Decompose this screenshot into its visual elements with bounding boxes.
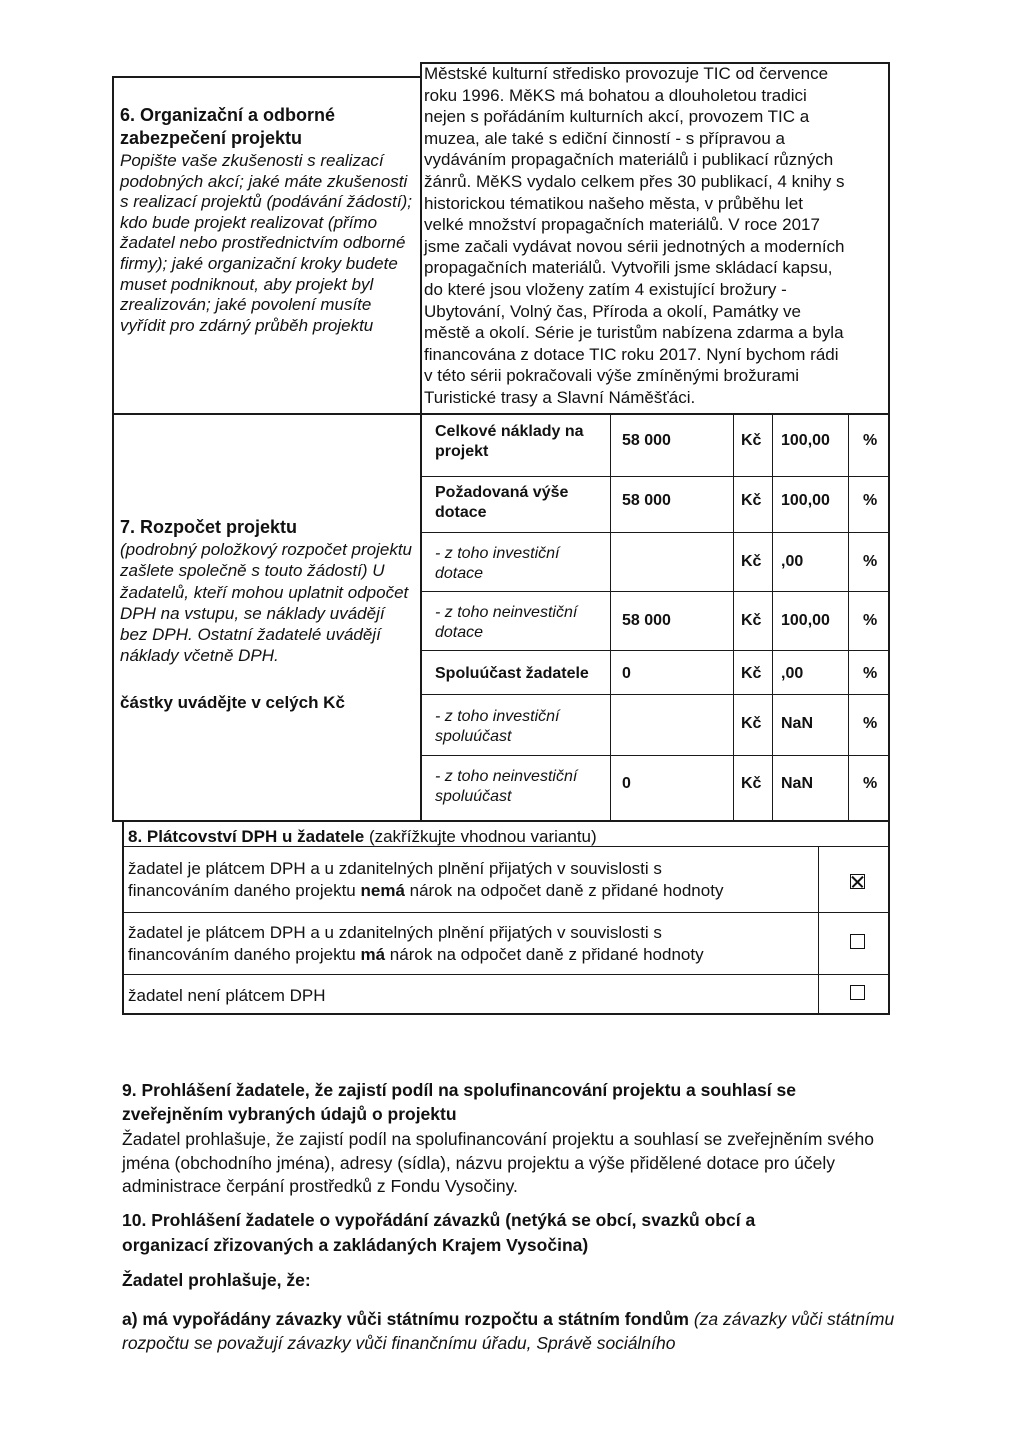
budget-currency: Kč — [741, 715, 762, 732]
budget-percent: 100,00 — [781, 492, 830, 509]
budget-pct-sign: % — [863, 492, 878, 509]
section6-heading: 6. Organizační a odborné zabezpečení projektu — [120, 105, 336, 148]
frame-sec7-bottom — [112, 820, 890, 822]
vat-option-line1: žadatel je plátcem DPH a u zdanitelných plnění přijatých v souvislosti s — [128, 923, 662, 942]
section6-description: Popište vaše zkušenosti s realizací podobných akcí; jaké máte zkušenosti s realizací projektů (podávání žádostí); kdo bude projekt realizovat (přímo žadatel nebo prostřednictvím odborné firmy); jaké organizační kroky budete muset podniknout, aby projekt byl zrealizován; jaké povolení musíte vyřídit pro zdárný průběh projektu — [120, 151, 412, 335]
answer-line: financována z dotace TIC roku 2017. Nyní bychom rádi — [424, 344, 839, 364]
vat-option-emphasis: nemá — [360, 881, 405, 900]
budget-label: Spoluúčast žadatele — [435, 665, 589, 682]
budget-pct-sign: % — [863, 553, 878, 570]
answer-line: městě a okolí. Série je turistům nabízena zdarma a byla — [424, 323, 844, 343]
section8-heading — [128, 826, 597, 848]
answer-line: jsme začali vydávat novou sérii jednotných a moderních — [424, 236, 845, 256]
vat-option-text: financováním daného projektu — [128, 945, 361, 964]
budget-pct-sign: % — [863, 775, 878, 792]
answer-line: vydáváním propagačních materiálů i publikací různých — [424, 150, 834, 170]
section9-text: Žadatel prohlašuje, že zajistí podíl na spolufinancování projektu a souhlasí se zveřejněním svého jména (obchodního jména), adresy (sídla), názvu projektu a výše přidělené dotace pro účely administrace čerpání prostředků z Fondu Vysočiny. — [122, 1129, 874, 1196]
budget-hline — [420, 591, 890, 592]
budget-hline — [420, 532, 890, 533]
frame-mid-vertical — [420, 62, 422, 820]
answer-line: Městské kulturní středisko provozuje TIC od července — [424, 64, 829, 83]
vat-option-line1: žadatel není plátcem DPH — [128, 986, 326, 1005]
budget-amount: 0 — [622, 775, 631, 792]
vat-option-line2 — [128, 944, 704, 966]
budget-percent: ,00 — [781, 553, 804, 570]
budget-percent: NaN — [781, 775, 814, 792]
budget-percent: ,00 — [781, 665, 804, 682]
budget-label: - z toho neinvestiční spoluúčast — [435, 768, 578, 805]
section8-heading-normal: (zakřížkujte vhodnou variantu) — [368, 827, 597, 846]
frame-sec6-bottom — [112, 413, 890, 415]
answer-line: propagačních materiálů. Vytvořili jsme skládací kapsu, — [424, 258, 833, 278]
vat-checkbox[interactable] — [850, 934, 865, 949]
answer-line: roku 1996. MěKS má bohatou a dlouholetou tradici — [424, 85, 807, 105]
vat-vline — [818, 846, 819, 1014]
frame-right — [888, 62, 890, 820]
vat-frame-bottom — [122, 1013, 890, 1015]
answer-line: muzea, ale také s ediční činností - s přípravou a — [424, 128, 785, 148]
budget-percent: 100,00 — [781, 432, 830, 449]
budget-amount: 0 — [622, 665, 631, 682]
budget-hline — [420, 476, 890, 477]
budget-pct-sign: % — [863, 665, 878, 682]
section10-declares: Žadatel prohlašuje, že: — [122, 1270, 311, 1290]
vat-frame-left — [122, 820, 124, 1014]
vat-hline — [122, 974, 890, 975]
budget-currency: Kč — [741, 492, 762, 509]
budget-vline-amount — [610, 414, 611, 820]
budget-amount: 58 000 — [622, 612, 671, 629]
vat-option-text: nárok na odpočet daně z přidané hodnoty — [404, 881, 724, 900]
budget-label: - z toho investiční dotace — [435, 545, 560, 582]
budget-label: Celkové náklady na projekt — [435, 423, 584, 460]
vat-checkbox-checked[interactable] — [850, 874, 865, 889]
section7-heading: 7. Rozpočet projektu — [120, 517, 298, 537]
budget-percent: 100,00 — [781, 612, 830, 629]
budget-vline-pct — [848, 414, 849, 820]
vat-option-text: nárok na odpočet daně z přidané hodnoty — [385, 945, 704, 964]
budget-label: Požadovaná výše dotace — [435, 484, 569, 521]
budget-pct-sign: % — [863, 432, 878, 449]
budget-label: - z toho investiční spoluúčast — [435, 708, 560, 745]
section8-heading-bold: 8. Plátcovství DPH u žadatele — [128, 827, 365, 846]
vat-option-line2 — [128, 880, 723, 902]
budget-currency: Kč — [741, 665, 762, 682]
section10-item-a — [122, 1308, 912, 1355]
section10-heading: 10. Prohlášení žadatele o vypořádání závazků (netýká se obcí, svazků obcí a organizací zřizovaných a zakládaných Krajem Vysočina) — [122, 1210, 756, 1255]
frame-left — [112, 76, 114, 820]
answer-line: Ubytování, Volný čas, Příroda a okolí, Památky ve — [424, 301, 802, 321]
budget-vline-currency — [733, 414, 734, 820]
answer-line: nejen s pořádáním kulturních akcí, provozem TIC a — [424, 107, 810, 127]
budget-percent: NaN — [781, 715, 814, 732]
vat-option-text: financováním daného projektu — [128, 881, 361, 900]
budget-currency: Kč — [741, 612, 762, 629]
budget-currency: Kč — [741, 775, 762, 792]
vat-checkbox[interactable] — [850, 985, 865, 1000]
vat-option-emphasis: má — [360, 945, 386, 964]
item-a-italic: (za závazky vůči státnímu rozpočtu se považují závazky vůči finančnímu úřadu, Správě sociálního — [122, 1309, 895, 1353]
answer-line: žánrů. MěKS vydalo celkem přes 30 publikací, 4 knihy s — [424, 172, 845, 191]
frame-top-left — [112, 76, 420, 78]
budget-currency: Kč — [741, 432, 762, 449]
answer-line: v této sérii pokračovali výše zmíněnými brožurami — [424, 366, 800, 386]
answer-line: velké množství propagačních materiálů. V roce 2017 — [424, 215, 820, 235]
vat-hline — [122, 912, 890, 913]
budget-pct-sign: % — [863, 612, 878, 629]
budget-hline — [420, 650, 890, 651]
section7-description: (podrobný položkový rozpočet projektu zašlete společně s touto žádostí) U žadatelů, kteří mohou uplatnit odpočet DPH na vstupu, se náklady uvádějí bez DPH. Ostatní žadatelé uvádějí náklady včetně DPH. — [120, 540, 412, 666]
section9-heading: 9. Prohlášení žadatele, že zajistí podíl na spolufinancování projektu a souhlasí se zveřejněním vybraných údajů o projektu — [122, 1080, 796, 1124]
budget-amount: 58 000 — [622, 492, 671, 509]
item-a-bold: a) má vypořádány závazky vůči státnímu rozpočtu a státním fondům — [122, 1309, 689, 1329]
budget-amount: 58 000 — [622, 432, 671, 449]
vat-option-line1: žadatel je plátcem DPH a u zdanitelných plnění přijatých v souvislosti s — [128, 859, 662, 878]
budget-pct-sign: % — [863, 715, 878, 732]
section7-note: částky uvádějte v celých Kč — [120, 693, 345, 712]
budget-hline — [420, 755, 890, 756]
answer-line: historickou tématikou našeho města, v průběhu let — [424, 193, 803, 213]
budget-currency: Kč — [741, 553, 762, 570]
budget-hline — [420, 694, 890, 695]
answer-line: Turistické trasy a Slavní Náměšťáci. — [424, 388, 696, 407]
answer-line: do které jsou vloženy zatím 4 existující brožury - — [424, 280, 787, 299]
vat-frame-right — [888, 820, 890, 1014]
budget-label: - z toho neinvestiční dotace — [435, 604, 578, 641]
budget-vline-percent — [772, 414, 773, 820]
